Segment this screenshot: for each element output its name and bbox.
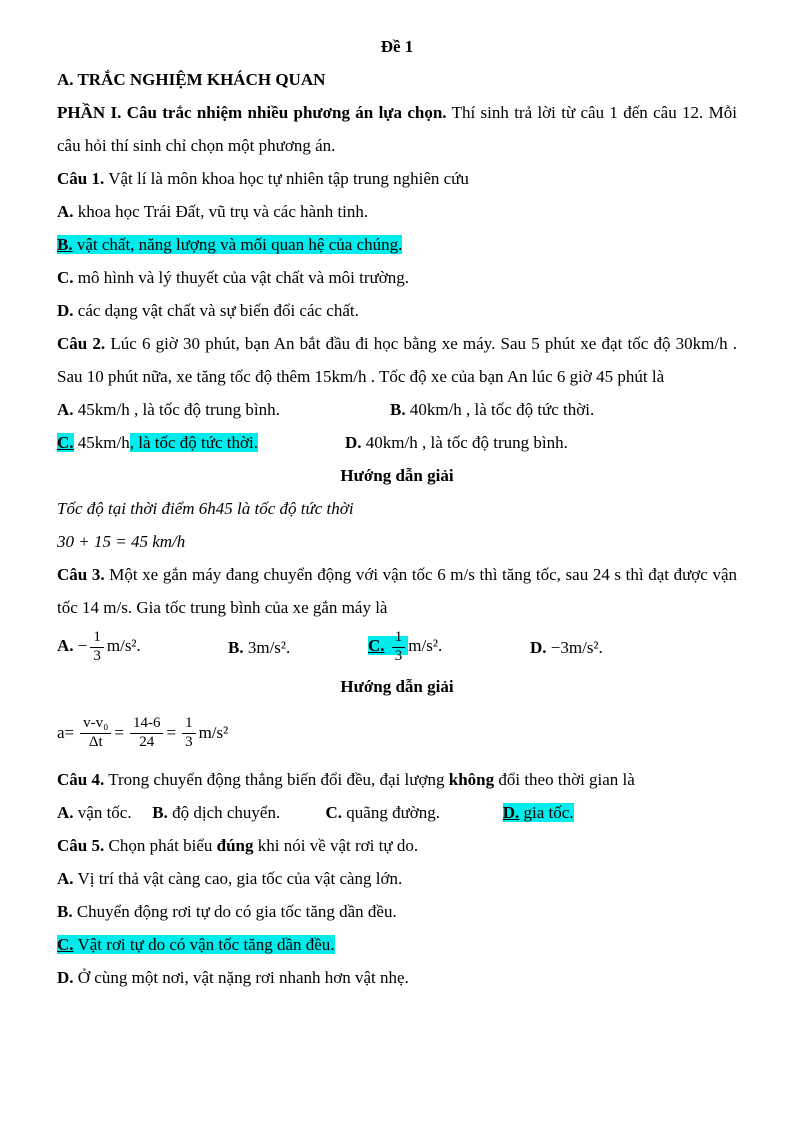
q2-option-a-text: 45km/h , là tốc độ trung bình. — [77, 400, 280, 419]
question-3-text: Một xe gắn máy đang chuyển động với vận tốc 6 m/s thì tăng tốc, sau 24 s thì đạt được vận tốc 14 m/s. Gia tốc trung bình của xe gắn máy là — [57, 565, 738, 617]
q3-options-row — [57, 624, 737, 670]
q1-option-b-text: vật chất, năng lượng và mối quan hệ của chúng. — [76, 235, 403, 254]
q1-option-b — [57, 228, 737, 261]
question-2-text: Lúc 6 giờ 30 phút, bạn An bắt đầu đi học bằng xe máy. Sau 5 phút xe đạt tốc độ 30km/h . Sau 10 phút nữa, xe tăng tốc độ thêm 15km/h . Tốc độ xe của bạn An lúc 6 giờ 45 phút là — [57, 334, 738, 386]
q1-option-c — [57, 261, 737, 294]
q1-option-a — [57, 195, 737, 228]
q2-option-d-label: D. — [345, 433, 362, 452]
question-1-text: Vật lí là môn khoa học tự nhiên tập trung nghiên cứu — [108, 169, 469, 188]
q3-solution-heading: Hướng dẫn giải — [340, 677, 454, 696]
q4-option-b-text: độ dịch chuyển. — [172, 803, 281, 822]
q3-option-b-text: 3m/s². — [247, 637, 291, 657]
q2-solution-line-1: Tốc độ tại thời điểm 6h45 là tốc độ tức thời — [57, 499, 354, 518]
q1-option-b-label: B. — [57, 235, 73, 254]
question-5-text-post: khi nói về vật rơi tự do. — [257, 836, 419, 855]
q4-option-a-text: vận tốc. — [77, 803, 132, 822]
q1-option-d-text: các dạng vật chất và sự biến đổi các chất. — [77, 301, 359, 320]
q2-solution-heading: Hướng dẫn giải — [340, 466, 454, 485]
question-4-bold-word: không — [448, 770, 495, 789]
q3-option-a-denominator: 3 — [93, 647, 101, 664]
q4-option-c-label: C. — [325, 803, 343, 822]
q3-option-a-unit: m/s². — [106, 636, 141, 656]
q3-solution-formula — [57, 711, 737, 755]
q3-option-a — [57, 629, 228, 665]
q5-option-b-label: B. — [57, 902, 73, 921]
question-1-label: Câu 1. — [57, 169, 105, 188]
q5-option-d-label: D. — [57, 968, 74, 987]
q2-option-c — [57, 426, 345, 459]
q1-option-c-label: C. — [57, 268, 74, 287]
q1-option-b-highlight — [57, 235, 402, 254]
formula-unit: m/s² — [198, 722, 229, 742]
formula-lhs: a= — [57, 722, 75, 742]
formula-equals-2: = — [166, 722, 177, 742]
q4-option-a — [57, 796, 148, 829]
question-4-text-pre: Trong chuyển động thẳng biến đổi đều, đại lượng — [108, 770, 445, 789]
q3-option-c — [368, 629, 530, 665]
q3-option-a-numerator: 1 — [90, 629, 104, 647]
formula-fraction-1-denominator: Δt — [88, 733, 103, 750]
formula-fraction-1-numerator: v-v₀ — [80, 715, 111, 733]
q5-option-a-label: A. — [57, 869, 74, 888]
q2-option-b-text: 40km/h , là tốc độ tức thời. — [409, 400, 595, 419]
q5-option-c — [57, 928, 737, 961]
q3-option-d — [530, 631, 737, 664]
q3-option-c-denominator: 3 — [394, 647, 403, 664]
question-4-stem — [57, 763, 737, 796]
q5-option-c-label: C. — [57, 935, 74, 954]
formula-fraction-2-numerator: 14-6 — [130, 715, 164, 733]
q5-option-d — [57, 961, 737, 994]
q4-option-d — [503, 803, 574, 822]
q2-option-a-label: A. — [57, 400, 74, 419]
q4-option-d-label: D. — [502, 803, 520, 822]
q2-option-c-label: C. — [57, 433, 74, 452]
question-5-text-pre: Chọn phát biểu — [108, 836, 213, 855]
q4-option-c-text: quãng đường. — [346, 803, 441, 822]
q2-option-a — [57, 393, 390, 426]
q4-option-a-label: A. — [57, 803, 74, 822]
q4-option-d-text: gia tốc. — [523, 803, 574, 822]
q2-option-b — [390, 393, 737, 426]
part1-intro — [57, 96, 737, 162]
q3-option-c-fraction — [392, 629, 406, 665]
formula-fraction-1 — [80, 715, 111, 751]
q2-solution-line-2: 30 + 15 = 45 km/h — [57, 532, 186, 551]
q1-option-a-label: A. — [57, 202, 74, 221]
q2-option-c-text-highlight: , là tốc độ tức thời. — [129, 433, 258, 452]
page-title: Đề 1 — [380, 37, 414, 56]
part1-text: Thí sinh trả lời từ câu 1 đến câu 12. Mỗi câu hỏi thí sinh chỉ chọn một phương án. — [57, 103, 737, 155]
q5-option-b-text: Chuyển động rơi tự do có gia tốc tăng dần đều. — [76, 902, 397, 921]
question-4-text-post: đổi theo thời gian là — [498, 770, 635, 789]
part1-heading: PHẦN I. Câu trắc nhiệm nhiều phương án lựa chọn. — [57, 103, 447, 122]
formula-fraction-2-denominator: 24 — [139, 733, 155, 750]
q2-option-d-text: 40km/h , là tốc độ trung bình. — [365, 433, 568, 452]
question-2-stem — [57, 327, 737, 393]
q3-option-a-fraction — [90, 629, 104, 665]
q5-option-b — [57, 895, 737, 928]
question-5-stem — [57, 829, 737, 862]
q2-option-c-text-plain: 45km/h — [77, 433, 130, 452]
q2-option-b-label: B. — [390, 400, 406, 419]
q1-option-a-text: khoa học Trái Đất, vũ trụ và các hành tinh. — [77, 202, 369, 221]
q2-options-row-2 — [57, 426, 737, 459]
section-a-heading: A. TRẮC NGHIỆM KHÁCH QUAN — [57, 70, 326, 89]
q3-option-c-unit: m/s². — [408, 636, 443, 656]
q3-option-b — [228, 631, 368, 664]
q3-option-a-label: A. — [57, 636, 74, 656]
question-3-stem — [57, 558, 737, 624]
q5-option-a-text: Vị trí thả vật càng cao, gia tốc của vật càng lớn. — [77, 869, 403, 888]
q3-option-b-label: B. — [228, 637, 244, 657]
q4-option-b-label: B. — [152, 803, 168, 822]
q3-option-d-text: −3m/s². — [550, 637, 603, 657]
q3-option-c-highlight — [368, 629, 408, 664]
q4-option-b — [152, 796, 321, 829]
question-2-label: Câu 2. — [57, 334, 106, 353]
formula-fraction-3 — [182, 715, 196, 751]
q2-option-d — [345, 426, 737, 459]
question-5-label: Câu 5. — [57, 836, 105, 855]
q3-option-d-label: D. — [530, 637, 547, 657]
q1-option-c-text: mô hình và lý thuyết của vật chất và môi trường. — [77, 268, 409, 287]
q4-options-row — [57, 796, 737, 829]
formula-equals-1: = — [114, 722, 124, 742]
q5-option-d-text: Ở cùng một nơi, vật nặng rơi nhanh hơn vật nhẹ. — [77, 968, 409, 987]
q5-option-a — [57, 862, 737, 895]
q5-option-c-highlight — [57, 935, 335, 954]
q2-options-row-1 — [57, 393, 737, 426]
question-1-stem — [57, 162, 737, 195]
formula-fraction-3-denominator: 3 — [185, 733, 193, 750]
q3-option-a-sign: − — [77, 636, 88, 656]
q3-option-c-numerator: 1 — [392, 629, 406, 647]
q3-option-c-label: C. — [368, 636, 385, 656]
question-5-bold-word: đúng — [216, 836, 254, 855]
q5-option-c-text: Vật rơi tự do có vận tốc tăng dần đều. — [77, 935, 335, 954]
formula-fraction-3-numerator: 1 — [182, 715, 196, 733]
q1-option-d — [57, 294, 737, 327]
formula-fraction-2 — [130, 715, 164, 751]
question-4-label: Câu 4. — [57, 770, 105, 789]
q1-option-d-label: D. — [57, 301, 74, 320]
q4-option-c — [326, 796, 499, 829]
question-3-label: Câu 3. — [57, 565, 105, 584]
